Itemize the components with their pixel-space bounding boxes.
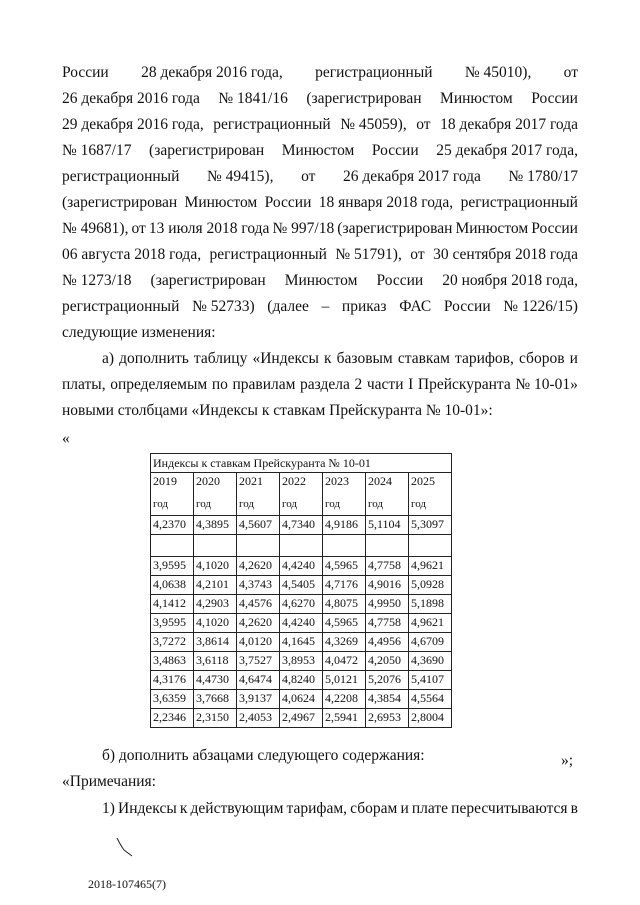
text-word: (далее xyxy=(267,298,309,315)
text-line xyxy=(62,322,578,344)
table-cell: 3,6118 xyxy=(194,652,237,671)
text-word: б) дополнить абзацами следующего содержания: xyxy=(102,747,425,764)
table-cell: 3,6359 xyxy=(151,690,194,709)
text-word: 18 января 2018 года, xyxy=(318,194,454,211)
table-cell: 3,9595 xyxy=(151,557,194,576)
text-word: 20 ноября 2018 года, xyxy=(442,272,578,289)
text-word: 13 июля 2018 года xyxy=(148,220,270,237)
text-word: дополнить xyxy=(119,350,189,367)
text-word: России xyxy=(443,298,491,315)
table-row xyxy=(151,652,452,671)
year-header xyxy=(280,473,323,516)
year-suffix: год xyxy=(411,498,427,510)
text-word: 06 августа 2018 года, xyxy=(62,246,202,263)
table-row xyxy=(151,535,452,557)
table-cell: 5,4107 xyxy=(409,671,452,690)
table-cell xyxy=(409,535,452,557)
year-suffix: год xyxy=(282,498,298,510)
year-label: 2024 xyxy=(368,474,392,488)
text-word: в xyxy=(570,800,578,817)
text-word: № 997/18 xyxy=(272,220,335,237)
handwritten-pen-mark xyxy=(115,836,135,858)
table-cell: 4,0624 xyxy=(280,690,323,709)
text-line xyxy=(102,745,578,767)
text-word: России xyxy=(62,64,109,81)
year-header xyxy=(323,473,366,516)
document-code: 2018-107465(7) xyxy=(88,877,166,891)
tariff-index-table xyxy=(150,453,452,728)
text-word: пересчитываются xyxy=(451,800,568,817)
table-cell: 3,9595 xyxy=(151,614,194,633)
text-word: I xyxy=(408,376,414,393)
table-cell: 4,5405 xyxy=(280,576,323,595)
text-line xyxy=(102,798,578,820)
text-word: от xyxy=(301,168,316,185)
text-line xyxy=(62,140,578,162)
year-suffix: год xyxy=(368,498,384,510)
table-cell: 3,7272 xyxy=(151,633,194,652)
year-header xyxy=(237,473,280,516)
text-word: России xyxy=(264,194,312,211)
text-line xyxy=(62,88,578,110)
year-suffix: год xyxy=(196,498,212,510)
table-cell: 3,7527 xyxy=(237,652,280,671)
table-cell: 4,0638 xyxy=(151,576,194,595)
table-cell: 4,9621 xyxy=(409,614,452,633)
table-cell: 4,6474 xyxy=(237,671,280,690)
table-row xyxy=(151,633,452,652)
text-line xyxy=(62,166,578,188)
text-line xyxy=(62,114,578,136)
table-row xyxy=(151,576,452,595)
table-cell: 3,4863 xyxy=(151,652,194,671)
text-word: № 52733) xyxy=(192,298,255,315)
text-word: ставкам xyxy=(397,350,450,367)
text-word: к xyxy=(324,350,332,367)
text-line xyxy=(62,192,578,214)
opening-quote: « xyxy=(62,430,70,447)
text-word: «Примечания: xyxy=(62,773,156,790)
table-cell: 2,4967 xyxy=(280,709,323,728)
text-word: к xyxy=(179,800,188,817)
table-row xyxy=(151,671,452,690)
table-caption: Индексы к ставкам Прейскуранта № 10-01 xyxy=(151,454,452,473)
text-word: по xyxy=(211,376,228,393)
text-word: № 1780/17 xyxy=(508,168,578,185)
table-cell: 4,3743 xyxy=(237,576,280,595)
text-word: 26 декабря 2017 года xyxy=(343,168,481,185)
table-cell: 4,3176 xyxy=(151,671,194,690)
text-line xyxy=(102,348,578,370)
text-line xyxy=(62,374,578,396)
text-word: Минюстом xyxy=(455,220,529,237)
text-word: от xyxy=(410,246,425,263)
text-word: следующие изменения: xyxy=(62,324,216,341)
text-word: 29 декабря 2016 года, xyxy=(62,116,204,133)
table-cell: 4,0120 xyxy=(237,633,280,652)
table-cell: 4,1645 xyxy=(280,633,323,652)
text-word: – xyxy=(321,298,330,315)
text-word: Минюстом xyxy=(184,194,258,211)
year-label: 2025 xyxy=(411,474,435,488)
table-cell: 4,9950 xyxy=(366,595,409,614)
table-cell: 4,2620 xyxy=(237,557,280,576)
text-word: № 1841/16 xyxy=(218,90,288,107)
text-word: платы, xyxy=(62,376,106,393)
text-word: № 10-01» xyxy=(515,376,578,393)
text-word: от xyxy=(416,116,431,133)
text-word: Индексы xyxy=(118,800,177,817)
table-cell xyxy=(237,535,280,557)
text-word: и xyxy=(400,800,409,817)
text-word: 30 сентября 2018 года xyxy=(433,246,578,263)
year-label: 2020 xyxy=(196,474,220,488)
table-cell: 4,4240 xyxy=(280,557,323,576)
text-word: Минюстом xyxy=(284,272,358,289)
text-word: ФАС xyxy=(399,298,432,315)
text-word: 25 декабря 2017 года, xyxy=(436,142,578,159)
text-word: новыми столбцами «Индексы к ставкам Прейскуранта № 10-01»: xyxy=(62,402,493,419)
table-cell: 4,2208 xyxy=(323,690,366,709)
table-cell: 4,5965 xyxy=(323,614,366,633)
table-cell: 4,4576 xyxy=(237,595,280,614)
text-word: регистрационный xyxy=(213,116,331,133)
text-word: России xyxy=(531,90,578,107)
table-cell: 4,4956 xyxy=(366,633,409,652)
table-cell: 4,6270 xyxy=(280,595,323,614)
table-row xyxy=(151,709,452,728)
table-cell: 4,3854 xyxy=(366,690,409,709)
table-cell: 4,2370 xyxy=(151,516,194,535)
text-word: от xyxy=(563,64,578,81)
year-label: 2021 xyxy=(239,474,263,488)
year-label: 2023 xyxy=(325,474,349,488)
text-word: № 45059), xyxy=(340,116,407,133)
table-cell: 4,8240 xyxy=(280,671,323,690)
table-cell: 3,8953 xyxy=(280,652,323,671)
text-word: России xyxy=(531,220,578,237)
text-word: тарифов, xyxy=(455,350,514,367)
text-word: регистрационный xyxy=(460,194,578,211)
text-word: 2 xyxy=(354,376,363,393)
text-word: сборов xyxy=(518,350,565,367)
text-word: России xyxy=(376,272,424,289)
table-cell: 5,2076 xyxy=(366,671,409,690)
table-cell: 2,6953 xyxy=(366,709,409,728)
year-suffix: год xyxy=(239,498,255,510)
text-word: 1) xyxy=(102,800,115,817)
closing-quote: »; xyxy=(561,752,574,769)
table-cell: 4,1020 xyxy=(194,614,237,633)
text-word: Минюстом xyxy=(281,142,355,159)
table-cell: 4,8075 xyxy=(323,595,366,614)
table-cell: 4,6709 xyxy=(409,633,452,652)
text-word: базовым xyxy=(336,350,393,367)
text-line xyxy=(62,771,578,793)
table-cell: 4,2050 xyxy=(366,652,409,671)
text-word: «Индексы xyxy=(252,350,319,367)
year-header xyxy=(194,473,237,516)
table-cell: 4,2903 xyxy=(194,595,237,614)
text-line xyxy=(62,400,578,422)
table-cell: 3,8614 xyxy=(194,633,237,652)
text-word: (зарегистрирован xyxy=(337,220,453,237)
year-header xyxy=(409,473,452,516)
text-word: (зарегистрирован xyxy=(62,194,178,211)
text-word: и xyxy=(569,350,578,367)
table-row xyxy=(151,557,452,576)
table-row xyxy=(151,516,452,535)
year-suffix: год xyxy=(153,498,169,510)
year-header xyxy=(151,473,194,516)
text-word: № 51791), xyxy=(335,246,402,263)
table-cell xyxy=(194,535,237,557)
text-word: № 45010), xyxy=(464,64,532,81)
table-cell: 2,2346 xyxy=(151,709,194,728)
table-row xyxy=(151,454,452,473)
table-row xyxy=(151,614,452,633)
year-header xyxy=(366,473,409,516)
text-word: № 1226/15) xyxy=(503,298,578,315)
text-word: плате xyxy=(411,800,449,817)
table-cell: 4,2620 xyxy=(237,614,280,633)
table-cell: 4,3690 xyxy=(409,652,452,671)
text-word: тарифам, xyxy=(286,800,348,817)
text-word: а) xyxy=(102,350,115,367)
text-word: Минюстом xyxy=(440,90,513,107)
table-cell: 4,4730 xyxy=(194,671,237,690)
text-word: № 49415), xyxy=(207,168,274,185)
table-cell: 2,5941 xyxy=(323,709,366,728)
text-word: от xyxy=(131,220,146,237)
text-word: действующим xyxy=(190,800,284,817)
text-word: приказ xyxy=(341,298,387,315)
text-word: № 1273/18 xyxy=(62,272,132,289)
table-cell: 4,4240 xyxy=(280,614,323,633)
text-word: 18 декабря 2017 года xyxy=(440,116,578,133)
table-cell: 2,8004 xyxy=(409,709,452,728)
table-cell: 4,1020 xyxy=(194,557,237,576)
year-label: 2022 xyxy=(282,474,306,488)
text-word: 26 декабря 2016 года xyxy=(62,90,200,107)
text-word: определяемым xyxy=(110,376,208,393)
year-label: 2019 xyxy=(153,474,177,488)
table-cell: 4,9621 xyxy=(409,557,452,576)
text-word: правилам xyxy=(232,376,296,393)
text-word: 28 декабря 2016 года, xyxy=(141,64,283,81)
table-cell: 3,9137 xyxy=(237,690,280,709)
text-word: Прейскуранта xyxy=(417,376,511,393)
text-word: регистрационный xyxy=(62,168,180,185)
table-cell: 2,3150 xyxy=(194,709,237,728)
text-word: № 1687/17 xyxy=(62,142,132,159)
table-cell: 4,2101 xyxy=(194,576,237,595)
table-cell: 5,1104 xyxy=(366,516,409,535)
table-cell: 4,7758 xyxy=(366,614,409,633)
table-cell xyxy=(151,535,194,557)
table-cell xyxy=(366,535,409,557)
text-line xyxy=(62,296,578,318)
table-row xyxy=(151,690,452,709)
table-cell xyxy=(323,535,366,557)
text-word: (зарегистрирован xyxy=(149,142,265,159)
text-word: России xyxy=(371,142,419,159)
text-word: сборам xyxy=(350,800,398,817)
table-cell: 5,3097 xyxy=(409,516,452,535)
table-cell: 4,9186 xyxy=(323,516,366,535)
text-word: таблицу xyxy=(193,350,248,367)
year-suffix: год xyxy=(325,498,341,510)
table-cell: 4,7758 xyxy=(366,557,409,576)
text-word: регистрационный xyxy=(315,64,433,81)
table-cell: 4,7340 xyxy=(280,516,323,535)
text-word: части xyxy=(366,376,404,393)
text-line xyxy=(62,244,578,266)
text-line xyxy=(62,270,578,292)
table-cell: 5,0121 xyxy=(323,671,366,690)
table-cell: 4,9016 xyxy=(366,576,409,595)
text-line xyxy=(62,62,578,84)
table-cell: 4,5965 xyxy=(323,557,366,576)
text-word: № 49681), xyxy=(62,220,129,237)
text-line xyxy=(62,218,578,240)
table-cell: 2,4053 xyxy=(237,709,280,728)
table-cell: 4,0472 xyxy=(323,652,366,671)
table-cell: 4,5607 xyxy=(237,516,280,535)
table-cell: 4,5564 xyxy=(409,690,452,709)
table-row xyxy=(151,473,452,516)
text-word: (зарегистрирован xyxy=(306,90,422,107)
table-cell: 5,0928 xyxy=(409,576,452,595)
table-cell: 5,1898 xyxy=(409,595,452,614)
text-word: (зарегистрирован xyxy=(150,272,266,289)
table-row xyxy=(151,595,452,614)
table-cell xyxy=(280,535,323,557)
text-word: раздела xyxy=(300,376,350,393)
table-cell: 4,7176 xyxy=(323,576,366,595)
table-cell: 4,3895 xyxy=(194,516,237,535)
text-word: регистрационный xyxy=(62,298,180,315)
table-cell: 4,1412 xyxy=(151,595,194,614)
table-cell: 3,7668 xyxy=(194,690,237,709)
table-cell: 4,3269 xyxy=(323,633,366,652)
text-word: регистрационный xyxy=(209,246,327,263)
